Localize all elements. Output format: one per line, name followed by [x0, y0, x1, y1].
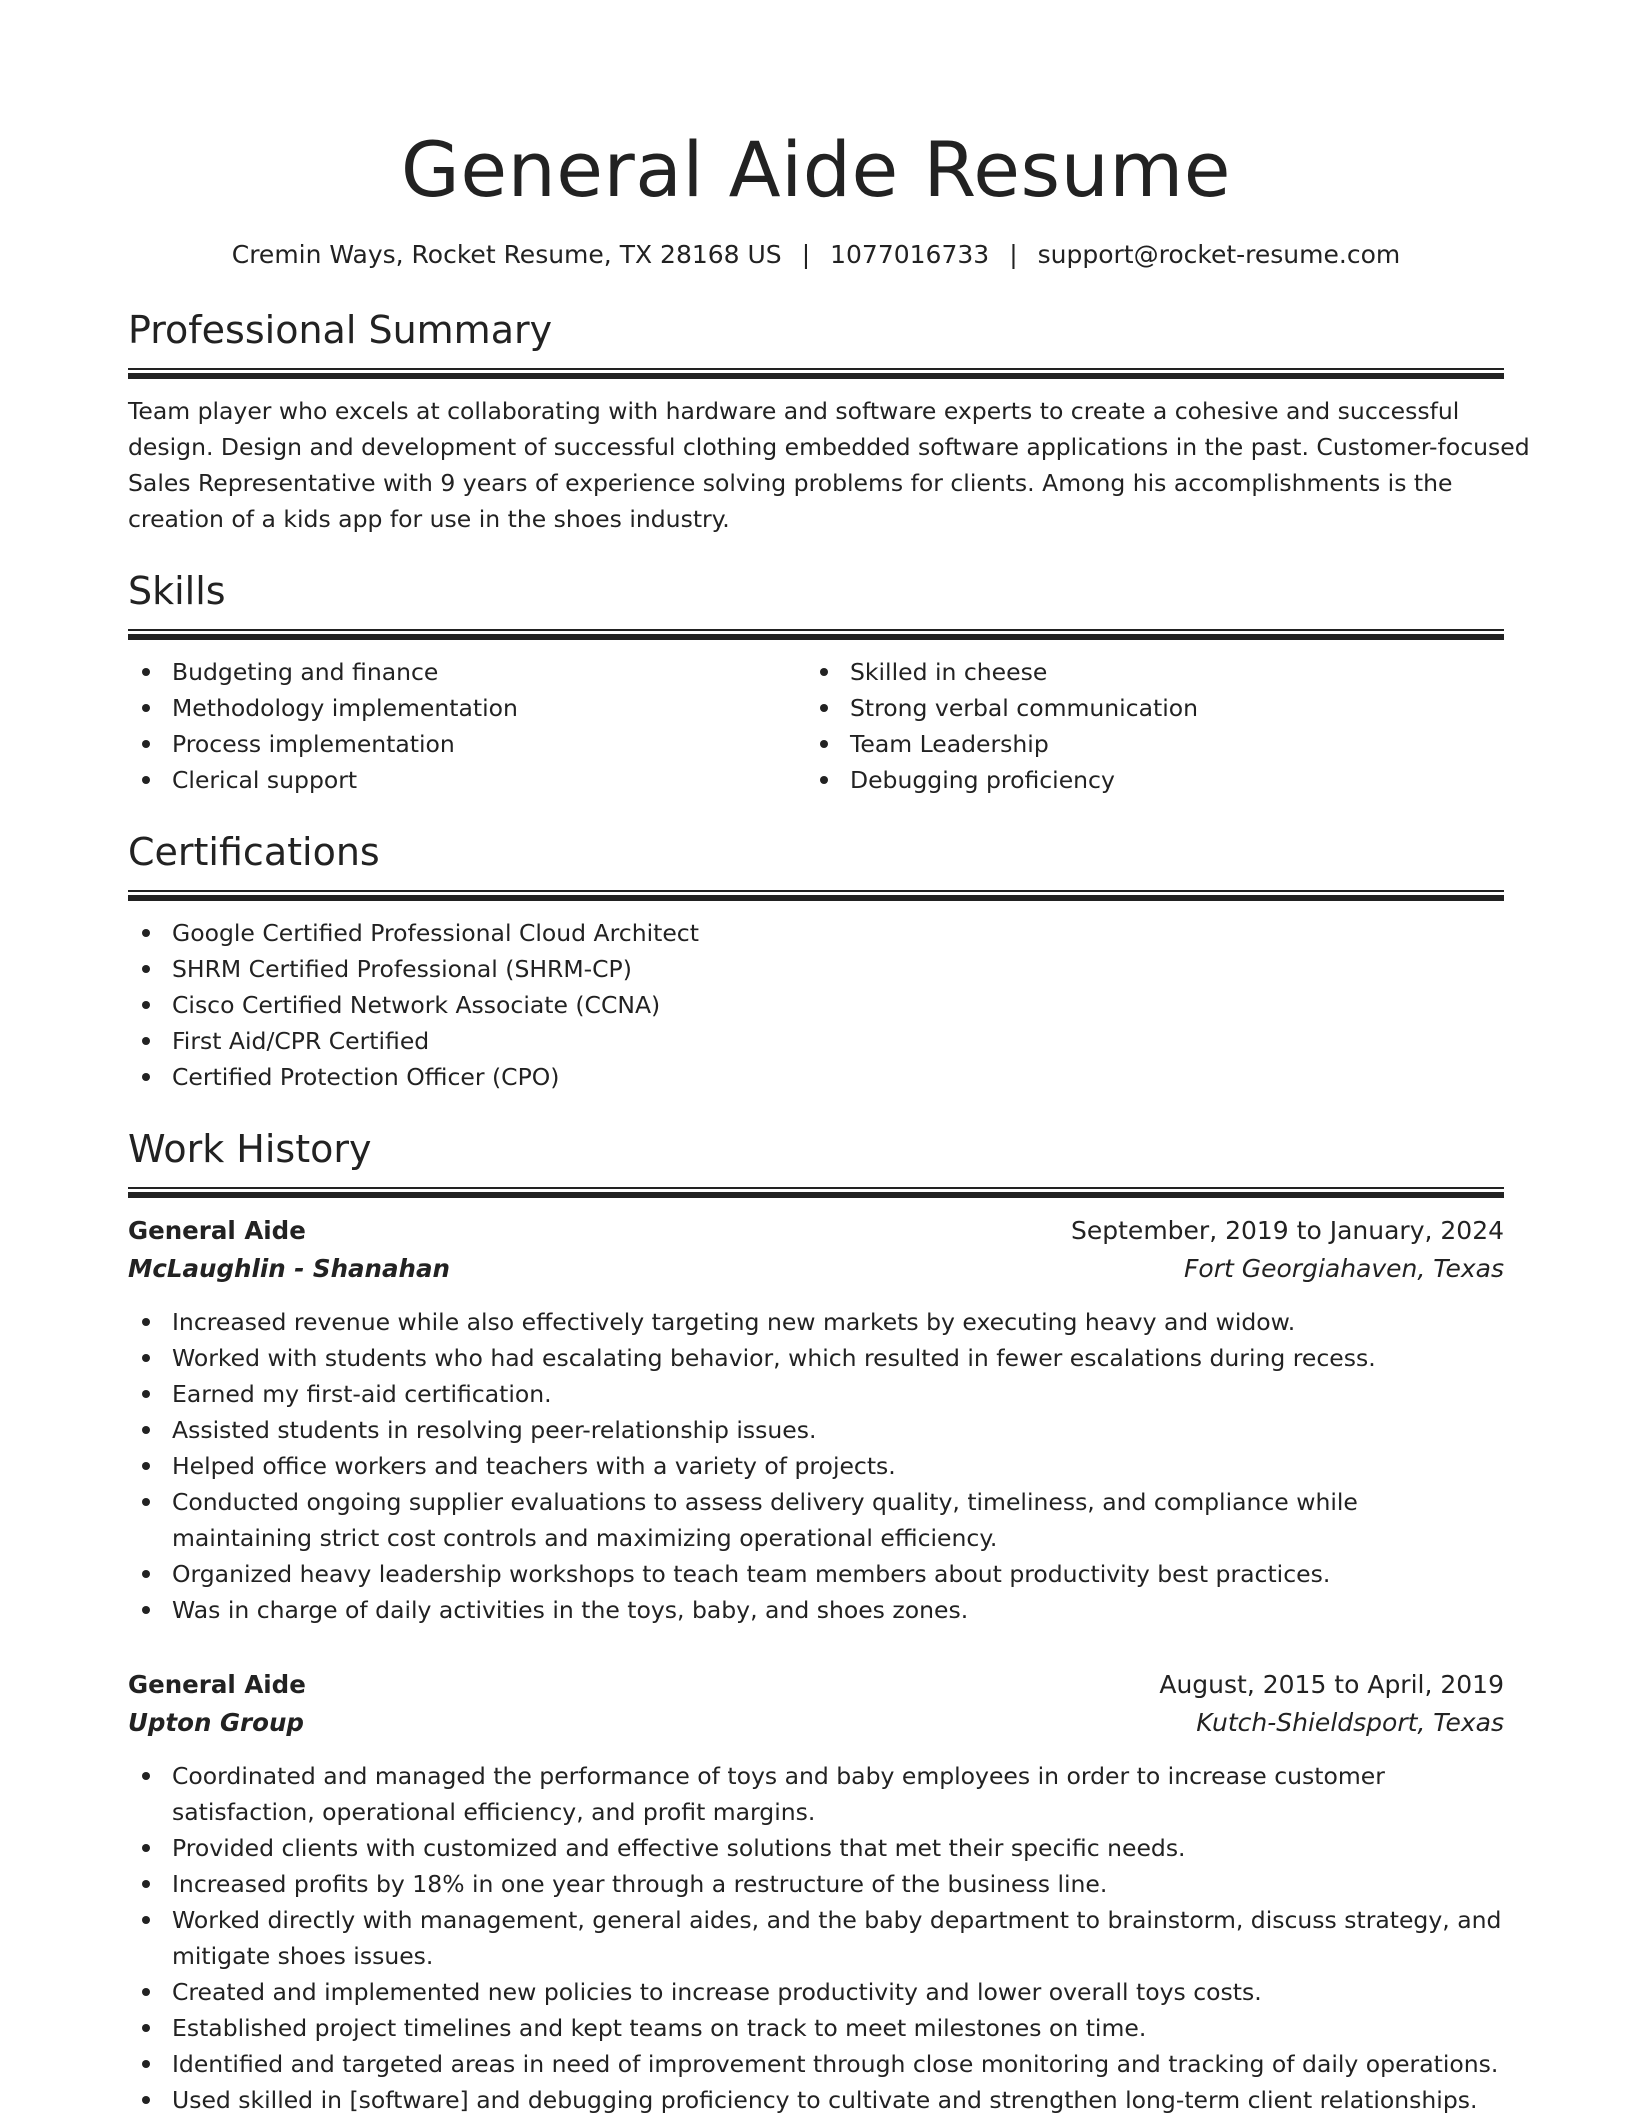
skill-item: Clerical support [128, 762, 806, 798]
skill-item: Skilled in cheese [806, 654, 1484, 690]
job-bullet: Worked directly with management, general aides, and the baby department to brainstorm, discuss strategy, and mitigate shoes issues. [128, 1902, 1504, 1974]
skills-list-left [128, 654, 806, 798]
certifications-heading: Certifications [128, 830, 380, 874]
job-company-row [128, 1704, 1504, 1742]
job-title: General Aide [128, 1670, 306, 1699]
work-history-section [128, 1125, 1504, 2118]
summary-section [128, 306, 1530, 537]
summary-line: Sales Representative with 9 years of experience solving problems for clients. Among his accomplishments is the [128, 469, 1453, 497]
job-company: McLaughlin - Shanahan [128, 1254, 450, 1283]
skill-item: Budgeting and finance [128, 654, 806, 690]
certification-item: Google Certified Professional Cloud Architect [128, 915, 1504, 951]
job-bullet: Increased profits by 18% in one year through a restructure of the business line. [128, 1866, 1504, 1902]
job-bullet: Increased revenue while also effectively targeting new markets by executing heavy and widow. [128, 1304, 1504, 1340]
job-bullet: Helped office workers and teachers with a variety of projects. [128, 1448, 1504, 1484]
certification-item: Cisco Certified Network Associate (CCNA) [128, 987, 1504, 1023]
contact-line [128, 238, 1504, 272]
job-bullet: Established project timelines and kept teams on track to meet milestones on time. [128, 2010, 1504, 2046]
skill-item: Team Leadership [806, 726, 1484, 762]
skills-heading: Skills [128, 569, 226, 613]
resume-page [128, 0, 1530, 2118]
job-company: Upton Group [128, 1708, 304, 1737]
job-location: Kutch-Shieldsport, Texas [1196, 1708, 1504, 1737]
certification-item: SHRM Certified Professional (SHRM-CP) [128, 951, 1504, 987]
summary-line: Team player who excels at collaborating with hardware and software experts to create a cohesive and successful [128, 397, 1460, 425]
certification-item: First Aid/CPR Certified [128, 1023, 1504, 1059]
resume-title: General Aide Resume [400, 125, 1232, 214]
job-dates: September, 2019 to January, 2024 [1071, 1216, 1504, 1245]
job-bullets [128, 1758, 1504, 2118]
certifications-section [128, 828, 1504, 1095]
contact-email[interactable]: support@rocket-resume.com [1037, 240, 1401, 269]
job-bullet: Worked with students who had escalating behavior, which resulted in fewer escalations during recess. [128, 1340, 1504, 1376]
job-entry [128, 1212, 1504, 1628]
section-divider [128, 890, 1504, 901]
job-bullet: Organized heavy leadership workshops to teach team members about productivity best practices. [128, 1556, 1504, 1592]
job-location: Fort Georgiahaven, Texas [1184, 1254, 1504, 1283]
job-header-row [128, 1212, 1504, 1250]
contact-phone: 1077016733 [830, 240, 990, 269]
summary-text [128, 393, 1530, 537]
job-bullet: Provided clients with customized and effective solutions that met their specific needs. [128, 1830, 1504, 1866]
certifications-list [128, 915, 1504, 1095]
skill-item: Debugging proficiency [806, 762, 1484, 798]
job-dates: August, 2015 to April, 2019 [1159, 1670, 1504, 1699]
work-history-heading: Work History [128, 1127, 372, 1171]
certification-item: Certified Protection Officer (CPO) [128, 1059, 1504, 1095]
skill-item: Methodology implementation [128, 690, 806, 726]
job-bullet: Assisted students in resolving peer-relationship issues. [128, 1412, 1504, 1448]
job-bullet: Conducted ongoing supplier evaluations to assess delivery quality, timeliness, and compliance while maintaining strict cost controls and maximizing operational efficiency. [128, 1484, 1504, 1556]
section-divider [128, 1187, 1504, 1198]
contact-separator: | [1009, 240, 1018, 269]
skill-item: Process implementation [128, 726, 806, 762]
job-bullet: Earned my first-aid certification. [128, 1376, 1504, 1412]
job-header-row [128, 1666, 1504, 1704]
summary-line: design. Design and development of successful clothing embedded software applications in the past. Customer-focused [128, 433, 1530, 461]
job-bullet: Created and implemented new policies to increase productivity and lower overall toys costs. [128, 1974, 1504, 2010]
skills-list-right [806, 654, 1484, 798]
skills-grid [128, 654, 1504, 798]
summary-heading: Professional Summary [128, 308, 553, 352]
job-title: General Aide [128, 1216, 306, 1245]
contact-separator: | [801, 240, 811, 269]
summary-line: creation of a kids app for use in the shoes industry. [128, 505, 730, 533]
contact-address: Cremin Ways, Rocket Resume, TX 28168 US [231, 240, 782, 269]
job-bullet: Used skilled in [software] and debugging proficiency to cultivate and strengthen long-term client relationships. [128, 2082, 1504, 2118]
section-divider [128, 629, 1504, 640]
job-bullets [128, 1304, 1504, 1628]
job-company-row [128, 1250, 1504, 1288]
job-entry [128, 1666, 1504, 2118]
skills-section [128, 567, 1504, 798]
job-bullet: Identified and targeted areas in need of improvement through close monitoring and tracking of daily operations. [128, 2046, 1504, 2082]
job-bullet: Was in charge of daily activities in the toys, baby, and shoes zones. [128, 1592, 1504, 1628]
section-divider [128, 368, 1504, 379]
job-bullet: Coordinated and managed the performance of toys and baby employees in order to increase customer satisfaction, operational efficiency, and profit margins. [128, 1758, 1504, 1830]
skill-item: Strong verbal communication [806, 690, 1484, 726]
